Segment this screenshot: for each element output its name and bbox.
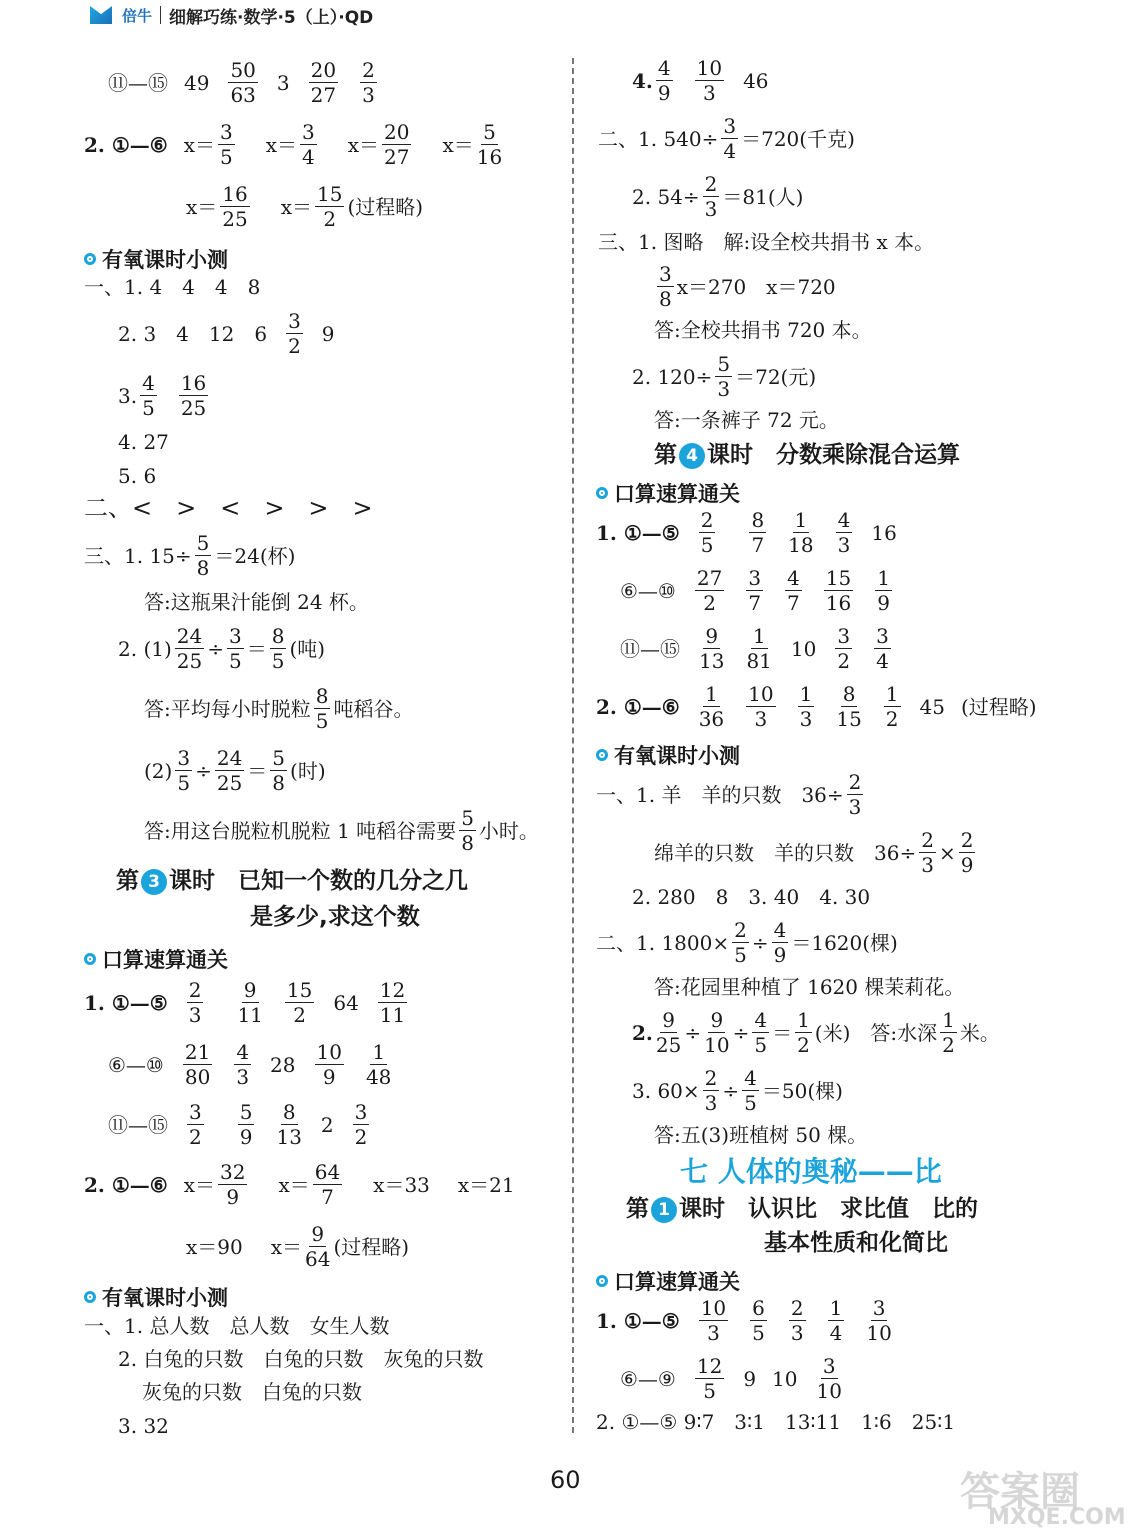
answer-line: 4. 27 bbox=[118, 430, 169, 454]
answer-line: 绵羊的只数 羊的只数 36÷ $\frac{2}{3}$ × $\frac{2}{9}$ bbox=[654, 828, 974, 877]
answer-line: 2. 54÷ $\frac{2}{3}$ ＝81(人) bbox=[632, 172, 804, 221]
answer-line: ⑪—⑮ $\frac{9}{13}$ $\frac{1}{81}$ 10 $\frac{3}{2}$ $\frac{3}{4}$ bbox=[620, 624, 889, 673]
page-header bbox=[88, 0, 373, 30]
answer-line: ⑥—⑩ $\frac{27}{2}$ $\frac{3}{7}$ $\frac{4}{7}$ $\frac{15}{16}$ $\frac{1}{9}$ bbox=[620, 566, 890, 615]
answer-line: 2. ①—⑥ x＝ $\frac{32}{9}$ x＝ $\frac{64}{7}$ x＝33 x＝21 bbox=[84, 1160, 515, 1209]
answer-line: 1. ①—⑤ $\frac{2}{3}$ $\frac{9}{11}$ $\frac{15}{2}$ 64 $\frac{12}{11}$ bbox=[84, 978, 406, 1027]
answer-line: 答:这瓶果汁能倒 24 杯。 bbox=[144, 590, 369, 614]
lesson-title: 第 4 课时 分数乘除混合运算 bbox=[654, 442, 960, 468]
book-logo-icon bbox=[88, 4, 114, 26]
section-bullet-icon bbox=[84, 253, 96, 265]
answer-line: 3. 32 bbox=[118, 1414, 169, 1438]
section-bullet-icon bbox=[84, 953, 96, 965]
answer-line: 一、1. 总人数 总人数 女生人数 bbox=[84, 1314, 390, 1338]
section-heading: 有氧课时小测 bbox=[84, 244, 228, 274]
answer-line: 答:五(3)班植树 50 棵。 bbox=[654, 1123, 868, 1147]
answer-line: x＝90 x＝ $\frac{9}{64}$ (过程略) bbox=[186, 1222, 410, 1271]
answer-line: 2. 280 8 3. 40 4. 30 bbox=[632, 885, 871, 909]
answer-line: ⑪—⑮ 49 $\frac{50}{63}$ 3 $\frac{20}{27}$ $\frac{2}{3}$ bbox=[108, 58, 375, 107]
answer-line: 答:用这台脱粒机脱粒 1 吨稻谷需要 $\frac{5}{8}$ 小时。 bbox=[144, 806, 539, 855]
section-heading: 口算速算通关 bbox=[596, 1266, 740, 1296]
header-divider bbox=[160, 6, 161, 24]
answer-line: 答:一条裤子 72 元。 bbox=[654, 408, 839, 432]
answer-line: 3. 60× $\frac{2}{3}$ ÷ $\frac{4}{5}$ ＝50(棵) bbox=[632, 1066, 843, 1115]
answer-line: ⑥—⑨ $\frac{12}{5}$ 9 10 $\frac{3}{10}$ bbox=[620, 1354, 842, 1403]
answer-line: 2. 3 4 12 6 $\frac{3}{2}$ 9 bbox=[118, 309, 335, 358]
answer-line: 2. ①—⑥ $\frac{1}{36}$ $\frac{10}{3}$ $\frac{1}{3}$ $\frac{8}{15}$ $\frac{1}{2}$ 45 (过程略) bbox=[596, 682, 1037, 731]
answer-line: 2. 120÷ $\frac{5}{3}$ ＝72(元) bbox=[632, 352, 817, 401]
answer-line: ⑥—⑩ $\frac{21}{80}$ $\frac{4}{3}$ 28 $\frac{10}{9}$ $\frac{1}{48}$ bbox=[108, 1040, 392, 1089]
section-heading: 口算速算通关 bbox=[596, 478, 740, 508]
answer-line: 一、1. 4 4 4 8 bbox=[84, 275, 261, 299]
answer-line: 三、1. 图略 解:设全校共捐书 x 本。 bbox=[598, 230, 935, 254]
unit-title: 七 人体的奥秘——比 bbox=[680, 1155, 942, 1188]
watermark-url: MXQE.COM bbox=[988, 1505, 1126, 1530]
answer-line: x＝ $\frac{16}{25}$ x＝ $\frac{15}{2}$ (过程略) bbox=[186, 182, 424, 231]
section-bullet-icon bbox=[596, 749, 608, 761]
answer-line: 答:花园里种植了 1620 棵茉莉花。 bbox=[654, 975, 965, 999]
section-bullet-icon bbox=[596, 487, 608, 499]
lesson-title: 第 3 课时 已知一个数的几分之几 bbox=[116, 868, 468, 894]
section-bullet-icon bbox=[84, 1291, 96, 1303]
answer-line: 灰兔的只数 白兔的只数 bbox=[142, 1380, 362, 1404]
answer-line: 5. 6 bbox=[118, 464, 157, 488]
answer-line: 三、1. 15÷ $\frac{5}{8}$ ＝24(杯) bbox=[84, 531, 296, 580]
lesson-title-cont: 基本性质和化简比 bbox=[764, 1230, 948, 1256]
answer-line: 2. ①—⑥ x＝ $\frac{3}{5}$ x＝ $\frac{3}{4}$ x＝ $\frac{20}{27}$ x＝ $\frac{5}{16}$ bbox=[84, 120, 503, 169]
section-bullet-icon bbox=[596, 1275, 608, 1287]
answer-line: 2. $\frac{9}{25}$ ÷ $\frac{9}{10}$ ÷ $\frac{4}{5}$ ＝ $\frac{1}{2}$ (米) 答:水深 $\frac{1}{2}$ 米。 bbox=[632, 1008, 1000, 1057]
watermark-logo: 答案圈 bbox=[960, 1469, 1080, 1515]
answer-line: 4. $\frac{4}{9}$ $\frac{10}{3}$ 46 bbox=[632, 56, 769, 105]
answer-line: 2. 白兔的只数 白兔的只数 灰兔的只数 bbox=[118, 1347, 484, 1371]
section-heading: 有氧课时小测 bbox=[596, 740, 740, 770]
section-heading: 口算速算通关 bbox=[84, 944, 228, 974]
answer-line: 二、< > < > > > bbox=[84, 494, 373, 522]
page-number: 60 bbox=[550, 1466, 581, 1494]
answer-line: $\frac{3}{8}$ x＝270 x＝720 bbox=[659, 262, 836, 311]
answer-line: 二、1. 540÷ $\frac{3}{4}$ ＝720(千克) bbox=[598, 114, 855, 163]
answer-line: 2. ①—⑤ 9∶7 3∶1 13∶11 1∶6 25∶1 bbox=[596, 1410, 956, 1434]
header-title: 细解巧练·数学·5（上）·QD bbox=[169, 7, 374, 28]
brand-name: 倍牛 bbox=[122, 6, 153, 25]
answer-line: ⑪—⑮ $\frac{3}{2}$ $\frac{5}{9}$ $\frac{8}{13}$ 2 $\frac{3}{2}$ bbox=[108, 1100, 368, 1149]
section-heading: 有氧课时小测 bbox=[84, 1282, 228, 1312]
answer-line: 答:全校共捐书 720 本。 bbox=[654, 318, 872, 342]
answer-line: 答:平均每小时脱粒 $\frac{8}{5}$ 吨稻谷。 bbox=[144, 684, 414, 733]
answer-line: 二、1. 1800× $\frac{2}{5}$ ÷ $\frac{4}{9}$ ＝1620(棵) bbox=[596, 918, 898, 967]
answer-line: 2. (1) $\frac{24}{25}$ ÷ $\frac{3}{5}$ ＝ $\frac{8}{5}$ (吨) bbox=[118, 624, 326, 673]
answer-line: 1. ①—⑤ $\frac{2}{5}$ $\frac{8}{7}$ $\frac{1}{18}$ $\frac{4}{3}$ 16 bbox=[596, 508, 897, 557]
column-divider bbox=[572, 58, 574, 1433]
lesson-title: 第 1 课时 认识比 求比值 比的 bbox=[626, 1196, 978, 1222]
answer-line: 1. ①—⑤ $\frac{10}{3}$ $\frac{6}{5}$ $\frac{2}{3}$ $\frac{1}{4}$ $\frac{3}{10}$ bbox=[596, 1296, 892, 1345]
lesson-title-cont: 是多少,求这个数 bbox=[250, 904, 420, 930]
answer-line: 3. $\frac{4}{5}$ $\frac{16}{25}$ bbox=[118, 371, 207, 420]
answer-line: 一、1. 羊 羊的只数 36÷ $\frac{2}{3}$ bbox=[596, 770, 862, 819]
answer-line: (2) $\frac{3}{5}$ ÷ $\frac{24}{25}$ ＝ $\frac{5}{8}$ (时) bbox=[144, 746, 326, 795]
